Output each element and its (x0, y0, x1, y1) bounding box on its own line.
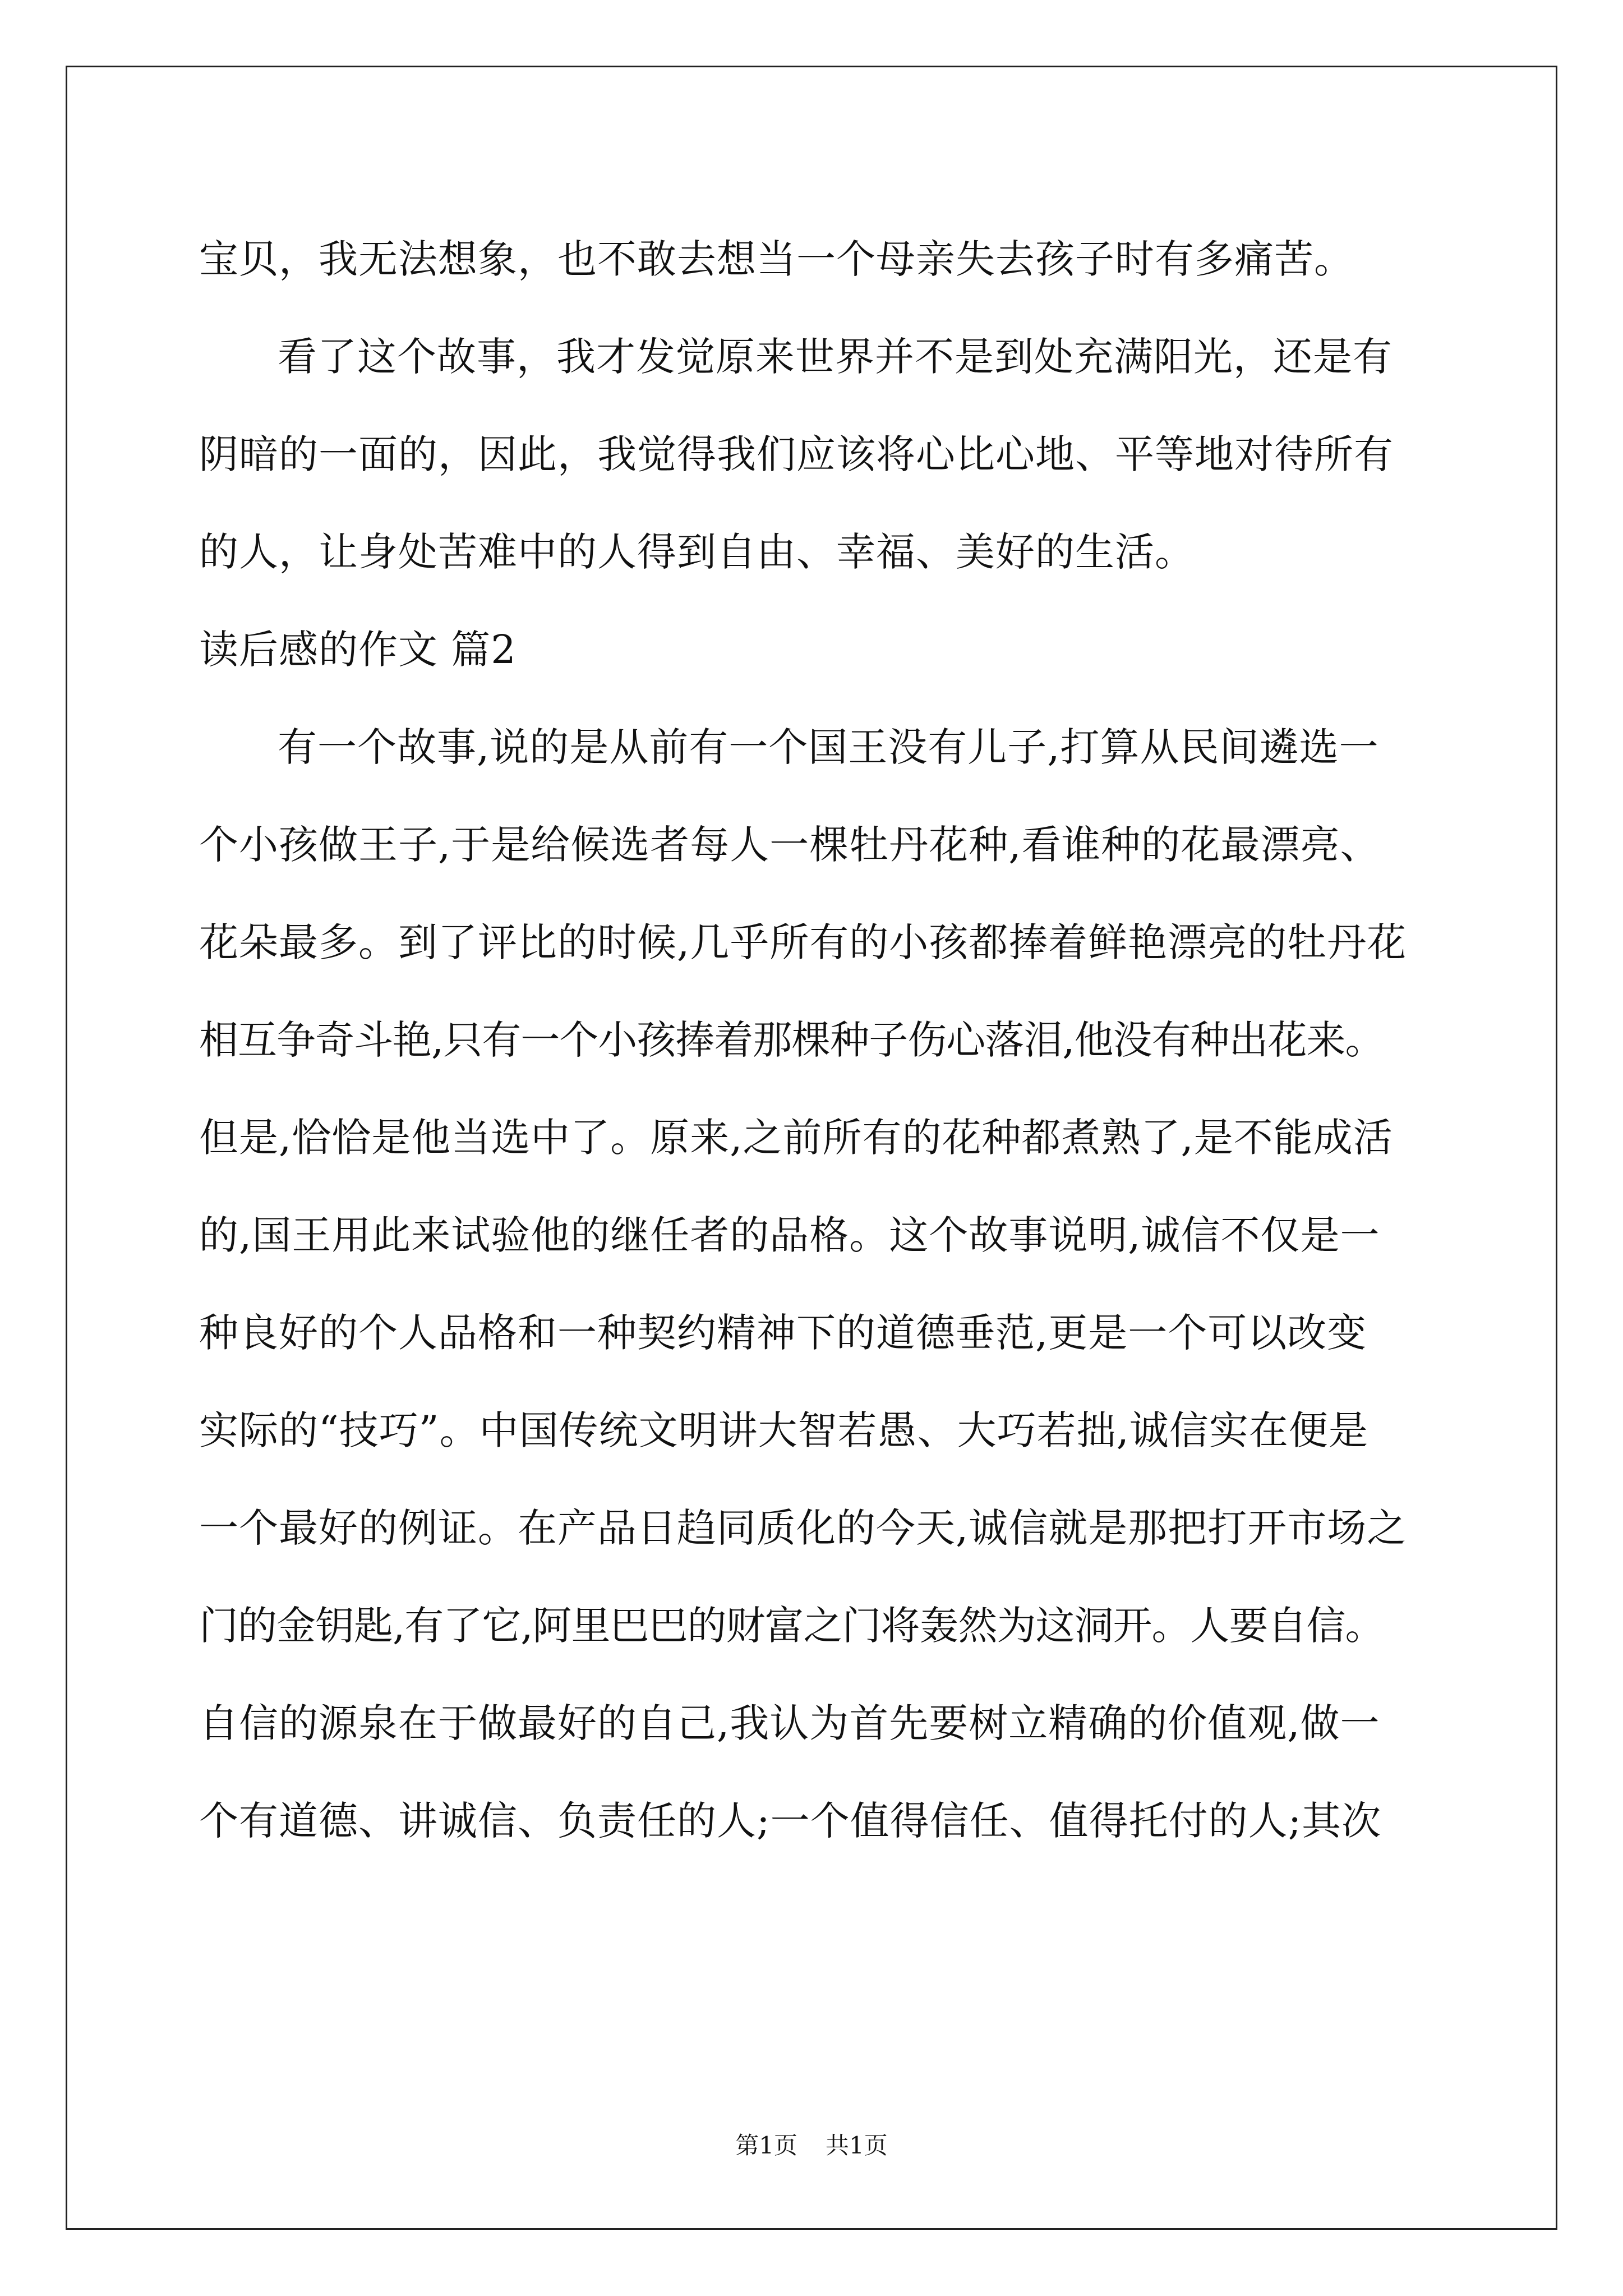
paragraph-line: 花朵最多。到了评比的时候,几乎所有的小孩都捧着鲜艳漂亮的牡丹花 (199, 919, 1407, 965)
paragraph-line: 实际的“技巧”。中国传统文明讲大智若愚、大巧若拙,诚信实在便是 (199, 1407, 1368, 1453)
paragraph-line: 的,国王用此来试验他的继任者的品格。这个故事说明,诚信不仅是一 (199, 1212, 1380, 1258)
page-footer (0, 2129, 1623, 2162)
paragraph-line: 看了这个故事，我才发觉原来世界并不是到处充满阳光，还是有 (278, 334, 1393, 380)
paragraph-line: 相互争奇斗艳,只有一个小孩捧着那棵种子伤心落泪,他没有种出花来。 (199, 1017, 1384, 1063)
paragraph-3 (199, 698, 1433, 1870)
page-total: 共1页 (826, 2132, 888, 2159)
paragraph-line: 但是,恰恰是他当选中了。原来,之前所有的花种都煮熟了,是不能成活 (199, 1115, 1393, 1161)
paragraph-line: 自信的源泉在于做最好的自己,我认为首先要树立精确的价值观,做一 (199, 1700, 1380, 1746)
paragraph-line: 种良好的个人品格和一种契约精神下的道德垂范,更是一个可以改变 (199, 1310, 1367, 1356)
paragraph-line: 宝贝，我无法想象，也不敢去想当一个母亲失去孩子时有多痛苦。 (199, 236, 1354, 282)
section-heading: 读后感的作文 篇2 (199, 627, 517, 673)
paragraph-line: 门的金钥匙,有了它,阿里巴巴的财富之门将轰然为这洞开。人要自信。 (199, 1603, 1384, 1649)
paragraph-line: 阴暗的一面的，因此，我觉得我们应该将心比心地、平等地对待所有 (199, 431, 1394, 477)
paragraph-line: 个小孩做王子,于是给候选者每人一棵牡丹花种,看谁种的花最漂亮、 (199, 822, 1380, 868)
paragraph-2 (199, 308, 1433, 601)
document-body (199, 210, 1433, 1870)
paragraph-line: 的人，让身处苦难中的人得到自由、幸福、美好的生活。 (199, 529, 1195, 575)
paragraph-line: 有一个故事,说的是从前有一个国王没有儿子,打算从民间遴选一 (278, 724, 1379, 770)
page-number: 第1页 (735, 2132, 797, 2159)
paragraph-1 (199, 210, 1433, 308)
paragraph-line: 一个最好的例证。在产品日趋同质化的今天,诚信就是那把打开市场之 (199, 1505, 1407, 1551)
paragraph-line: 个有道德、讲诚信、负责任的人;一个值得信任、值得托付的人;其次 (199, 1798, 1382, 1844)
